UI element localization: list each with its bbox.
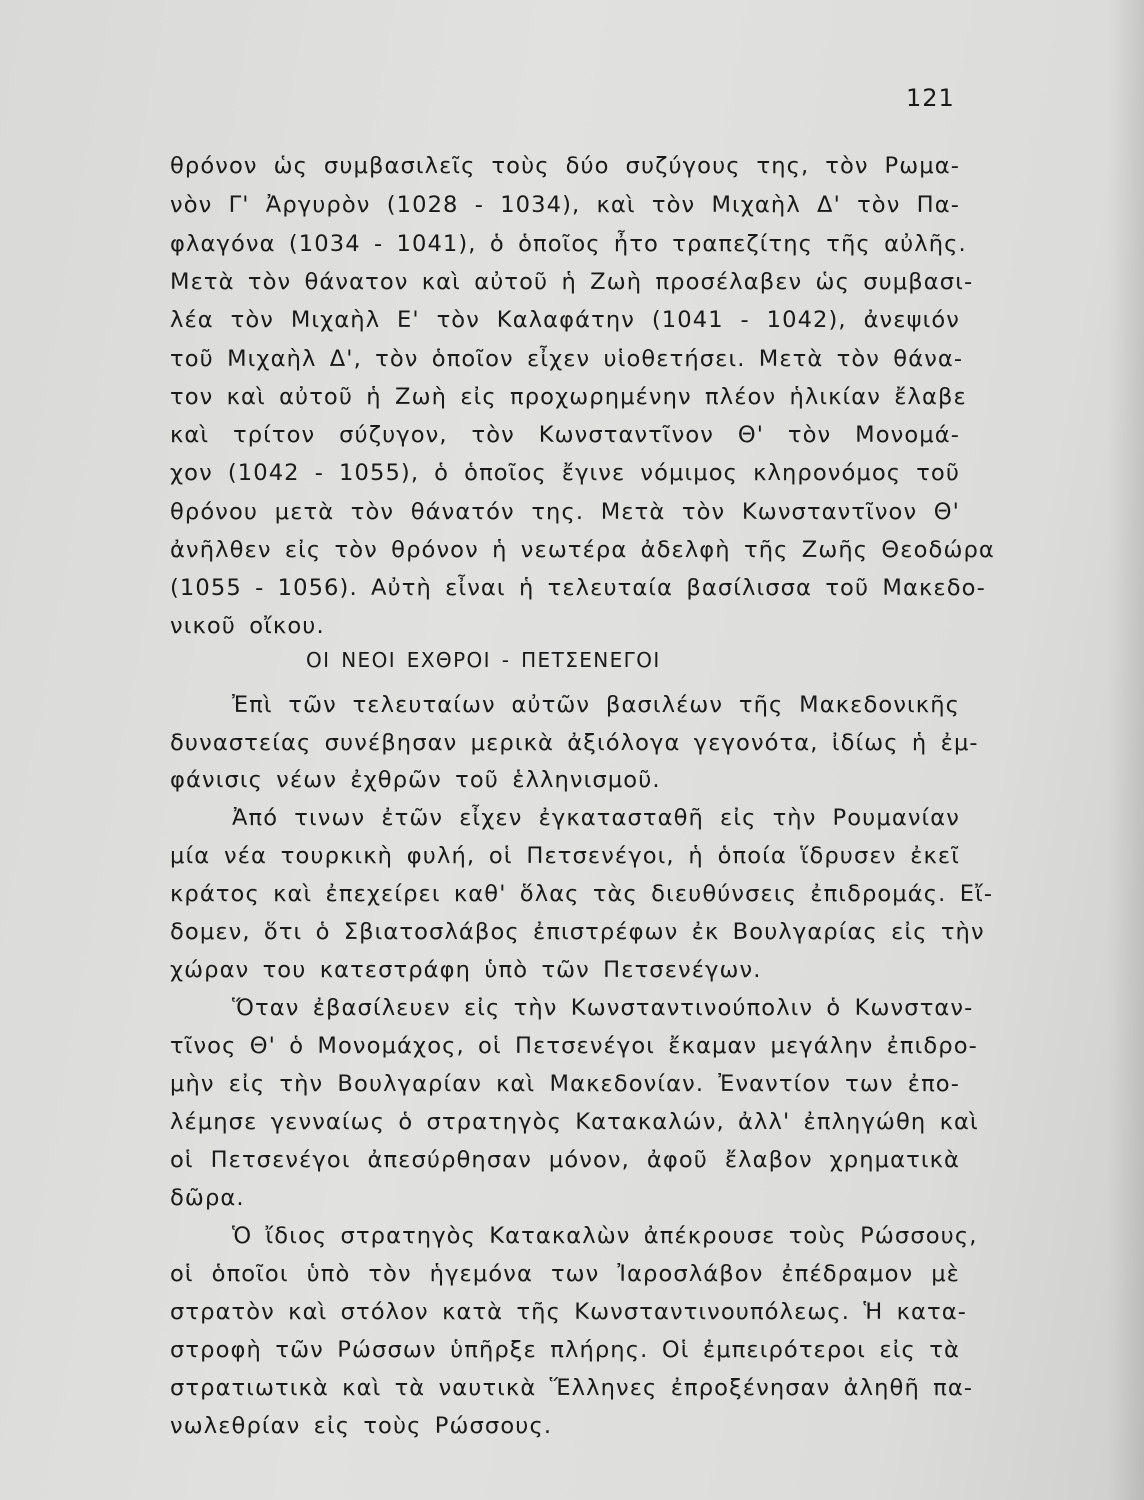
text-line: οἱ Πετσενέγοι ἀπεσύρθησαν μόνον, ἀφοῦ ἔλαβον χρηματικὰ	[170, 1147, 960, 1173]
text-line: τον καὶ αὐτοῦ ἡ Ζωὴ εἰς προχωρημένην πλέον ἡλικίαν ἔλαβε	[170, 384, 967, 410]
text-line: λέα τὸν Μιχαὴλ Ε' τὸν Καλαφάτην (1041 - 1042), ἀνεψιόν	[170, 307, 960, 333]
page-number: 121	[906, 84, 955, 112]
text-line: λέμησε γενναίως ὁ στρατηγὸς Κατακαλών, ἀλλ' ἐπληγώθη καὶ	[170, 1109, 979, 1135]
text-line: νικοῦ οἴκου.	[170, 613, 325, 639]
text-line: τῖνος Θ' ὁ Μονομάχος, οἱ Πετσενέγοι ἔκαμαν μεγάλην ἐπιδρο-	[170, 1033, 978, 1059]
text-line: στροφὴ τῶν Ρώσσων ὑπῆρξε πλήρης. Οἱ ἐμπειρότεροι εἰς τὰ	[170, 1337, 960, 1363]
text-line: θρόνου μετὰ τὸν θάνατόν της. Μετὰ τὸν Κωνσταντῖνον Θ'	[170, 499, 960, 525]
section-heading: ΟΙ ΝΕΟΙ ΕΧΘΡΟΙ - ΠΕΤΣΕΝΕΓΟΙ	[306, 648, 661, 672]
text-line: δυναστείας συνέβησαν μερικὰ ἀξιόλογα γεγονότα, ἰδίως ἡ ἐμ-	[170, 730, 979, 756]
text-line: μὴν εἰς τὴν Βουλγαρίαν καὶ Μακεδονίαν. Ἐναντίον των ἐπο-	[170, 1071, 960, 1097]
text-line: Ἀπό τινων ἐτῶν εἶχεν ἐγκατασταθῆ εἰς τὴν Ρουμανίαν	[232, 805, 960, 831]
text-line: (1055 - 1056). Αὐτὴ εἶναι ἡ τελευταία βασίλισσα τοῦ Μακεδο-	[170, 575, 986, 601]
text-line: Ὁ ἴδιος στρατηγὸς Κατακαλὼν ἀπέκρουσε τοὺς Ρώσσους,	[232, 1223, 978, 1249]
text-line: χον (1042 - 1055), ὁ ὁποῖος ἔγινε νόμιμος κληρονόμος τοῦ	[170, 460, 960, 486]
text-line: θρόνον ὡς συμβασιλεῖς τοὺς δύο συζύγους της, τὸν Ρωμα-	[170, 153, 960, 179]
text-line: καὶ τρίτον σύζυγον, τὸν Κωνσταντῖνον Θ' τὸν Μονομά-	[170, 422, 960, 448]
text-line: στρατιωτικὰ καὶ τὰ ναυτικὰ Ἕλληνες ἐπροξένησαν ἀληθῆ πα-	[170, 1375, 974, 1401]
text-line: Ἐπὶ τῶν τελευταίων αὐτῶν βασιλέων τῆς Μακεδονικῆς	[232, 692, 960, 718]
text-line: δομεν, ὅτι ὁ Σβιατοσλάβος ἐπιστρέφων ἐκ Βουλγαρίας εἰς τὴν	[170, 919, 985, 945]
text-line: Ὅταν ἐβασίλευεν εἰς τὴν Κωνσταντινούπολιν ὁ Κωνσταν-	[232, 995, 974, 1021]
text-line: στρατὸν καὶ στόλον κατὰ τῆς Κωνσταντινουπόλεως. Ἡ κατα-	[170, 1299, 967, 1325]
text-line: δῶρα.	[170, 1185, 245, 1211]
text-line: τοῦ Μιχαὴλ Δ', τὸν ὁποῖον εἶχεν υἱοθετήσει. Μετὰ τὸν θάνα-	[170, 346, 964, 372]
text-line: ἀνῆλθεν εἰς τὸν θρόνον ἡ νεωτέρα ἀδελφὴ τῆς Ζωῆς Θεοδώρα	[170, 537, 995, 563]
text-line: μία νέα τουρκικὴ φυλή, οἱ Πετσενέγοι, ἡ ὁποία ἵδρυσεν ἐκεῖ	[170, 843, 960, 869]
text-line: Μετὰ τὸν θάνατον καὶ αὐτοῦ ἡ Ζωὴ προσέλαβεν ὡς συμβασι-	[170, 269, 974, 295]
text-line: φάνισις νέων ἐχθρῶν τοῦ ἑλληνισμοῦ.	[170, 767, 661, 793]
text-line: κράτος καὶ ἐπεχείρει καθ' ὅλας τὰς διευθύνσεις ἐπιδρομάς. Εἴ-	[170, 881, 994, 907]
text-line: νὸν Γ' Ἀργυρὸν (1028 - 1034), καὶ τὸν Μιχαὴλ Δ' τὸν Πα-	[170, 192, 960, 218]
text-line: φλαγόνα (1034 - 1041), ὁ ὁποῖος ἦτο τραπεζίτης τῆς αὐλῆς.	[170, 231, 967, 257]
text-line: οἱ ὁποῖοι ὑπὸ τὸν ἡγεμόνα των Ἰαροσλάβον ἐπέδραμον μὲ	[170, 1261, 960, 1287]
text-line: νωλεθρίαν εἰς τοὺς Ρώσσους.	[170, 1413, 553, 1439]
text-line: χώραν του κατεστράφη ὑπὸ τῶν Πετσενέγων.	[170, 957, 762, 983]
